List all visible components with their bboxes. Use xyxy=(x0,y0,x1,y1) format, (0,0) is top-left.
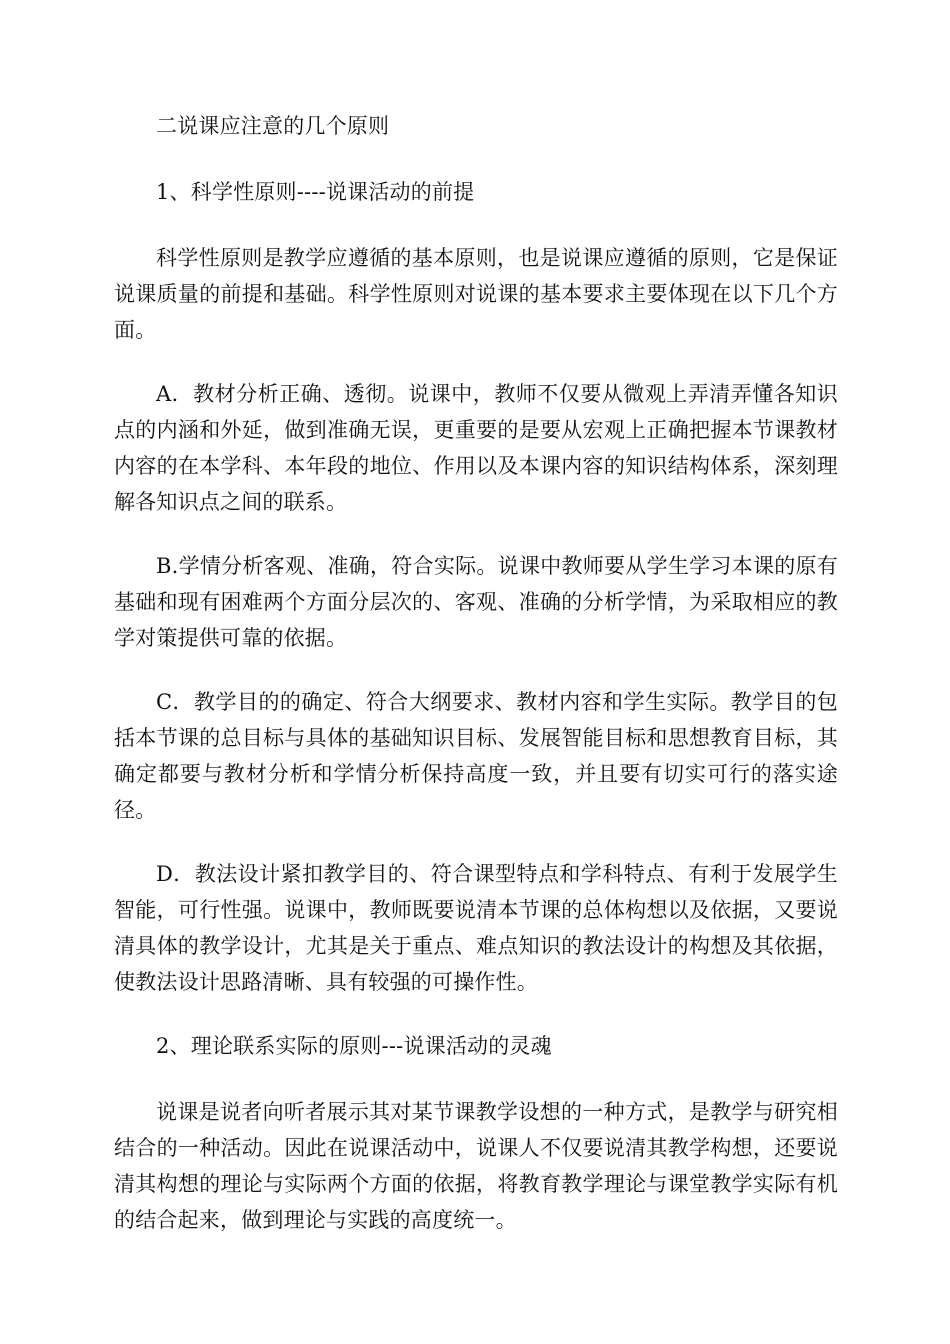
principle-1-item-b: B.学情分析客观、准确，符合实际。说课中教师要从学生学习本课的原有基础和现有困难两个方面分层次的、客观、准确的分析学情，为采取相应的教学对策提供可靠的依据。 xyxy=(114,554,838,650)
principle-1-item-a: A．教材分析正确、透彻。说课中，教师不仅要从微观上弄清弄懂各知识点的内涵和外延，做到准确无误，更重要的是要从宏观上正确把握本节课教材内容的在本学科、本年段的地位、作用以及本课内容的知识结构体系，深刻理解各知识点之间的联系。 xyxy=(114,382,838,514)
principle-1-item-c: C．教学目的的确定、符合大纲要求、教材内容和学生实际。教学目的包括本节课的总目标与具体的基础知识目标、发展智能目标和思想教育目标，其确定都要与教材分析和学情分析保持高度一致，并且要有切实可行的落实途径。 xyxy=(114,690,838,822)
document-body xyxy=(114,108,838,1266)
section-title: 二说课应注意的几个原则 xyxy=(156,114,390,138)
principle-1-item-d: D．教法设计紧扣教学目的、符合课型特点和学科特点、有利于发展学生智能，可行性强。说课中，教师既要说清本节课的总体构想以及依据，又要说清具体的教学设计，尤其是关于重点、难点知识的教法设计的构想及其依据，使教法设计思路清晰、具有较强的可操作性。 xyxy=(114,862,838,994)
principle-1-intro: 科学性原则是教学应遵循的基本原则，也是说课应遵循的原则，它是保证说课质量的前提和基础。科学性原则对说课的基本要求主要体现在以下几个方面。 xyxy=(114,246,838,342)
principle-2-body: 说课是说者向听者展示其对某节课教学设想的一种方式，是教学与研究相结合的一种活动。因此在说课活动中，说课人不仅要说清其教学构想，还要说清其构想的理论与实际两个方面的依据，将教育教学理论与课堂教学实际有机的结合起来，做到理论与实践的高度统一。 xyxy=(114,1100,838,1232)
principle-2-heading: 2、理论联系实际的原则---说课活动的灵魂 xyxy=(156,1034,552,1058)
principle-1-heading: 1、科学性原则----说课活动的前提 xyxy=(156,180,475,204)
